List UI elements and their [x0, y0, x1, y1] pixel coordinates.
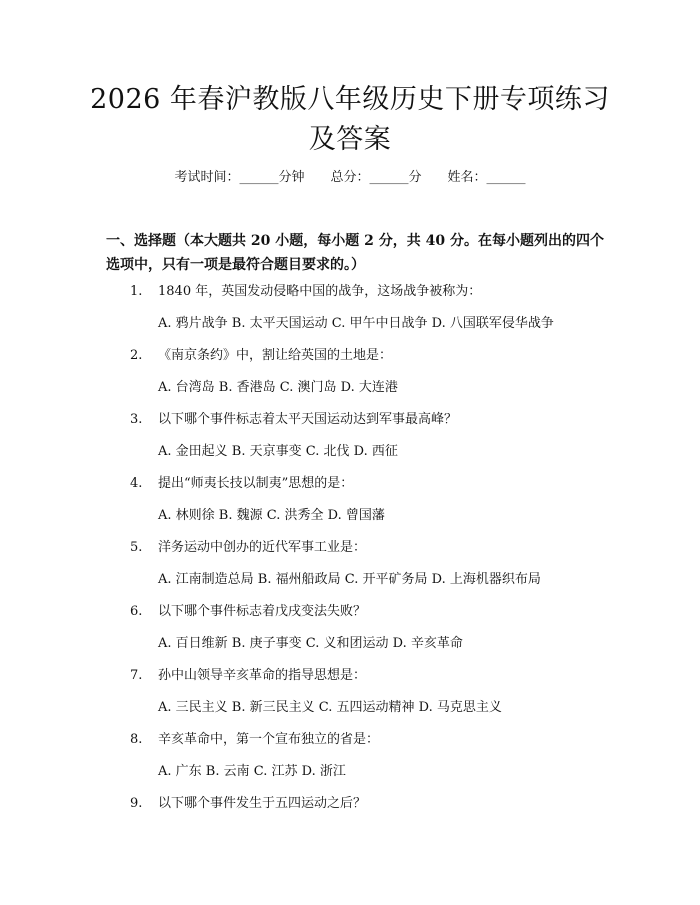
question-number: 3.	[130, 412, 143, 427]
question-text: 辛亥革命中，第一个宣布独立的省是：	[158, 732, 380, 747]
question-text: 1840 年，英国发动侵略中国的战争，这场战争被称为：	[158, 284, 482, 299]
question-8	[130, 731, 610, 749]
question-5	[130, 539, 610, 557]
question-text: 提出“师夷长技以制夷”思想的是：	[158, 476, 354, 491]
question-7-options: A. 三民主义 B. 新三民主义 C. 五四运动精神 D. 马克思主义	[158, 700, 502, 715]
question-number: 9.	[130, 796, 143, 811]
question-5-options: A. 江南制造总局 B. 福州船政局 C. 开平矿务局 D. 上海机器织布局	[158, 572, 541, 587]
question-text: 《南京条约》中，割让给英国的土地是：	[158, 348, 393, 363]
question-8-options: A. 广东 B. 云南 C. 江苏 D. 浙江	[158, 764, 346, 779]
question-3	[130, 411, 610, 429]
question-1-options: A. 鸦片战争 B. 太平天国运动 C. 甲午中日战争 D. 八国联军侵华战争	[158, 316, 554, 331]
question-6-options: A. 百日维新 B. 庚子事变 C. 义和团运动 D. 辛亥革命	[158, 636, 463, 651]
question-text: 洋务运动中创办的近代军事工业是：	[158, 540, 367, 555]
question-2	[130, 347, 610, 365]
exam-time-field: 考试时间：______分钟	[174, 170, 305, 185]
question-text: 以下哪个事件标志着太平天国运动达到军事最高峰？	[158, 412, 458, 427]
question-number: 5.	[130, 540, 143, 555]
document-title: 2026 年春沪教版八年级历史下册专项练习及答案	[90, 84, 610, 155]
question-1	[130, 283, 610, 301]
question-number: 4.	[130, 476, 143, 491]
question-4-options: A. 林则徐 B. 魏源 C. 洪秀全 D. 曾国藩	[158, 508, 385, 523]
question-text: 以下哪个事件发生于五四运动之后？	[158, 796, 367, 811]
question-7	[130, 667, 610, 685]
question-number: 8.	[130, 732, 143, 747]
section-heading: 一、选择题（本大题共 20 小题，每小题 2 分，共 40 分。在每小题列出的四个选项中，只有一项是最符合题目要求的。）	[106, 233, 604, 273]
question-text: 孙中山领导辛亥革命的指导思想是：	[158, 668, 367, 683]
question-number: 1.	[130, 284, 143, 299]
exam-meta-line	[0, 169, 700, 187]
question-text: 以下哪个事件标志着戊戌变法失败？	[158, 604, 367, 619]
student-name-field: 姓名：______	[447, 170, 526, 185]
question-6	[130, 603, 610, 621]
question-number: 2.	[130, 348, 143, 363]
question-number: 6.	[130, 604, 143, 619]
total-score-field: 总分：______分	[330, 170, 422, 185]
question-9	[130, 795, 610, 813]
question-number: 7.	[130, 668, 143, 683]
question-3-options: A. 金田起义 B. 天京事变 C. 北伐 D. 西征	[158, 444, 398, 459]
question-2-options: A. 台湾岛 B. 香港岛 C. 澳门岛 D. 大连港	[158, 380, 398, 395]
question-4	[130, 475, 610, 493]
